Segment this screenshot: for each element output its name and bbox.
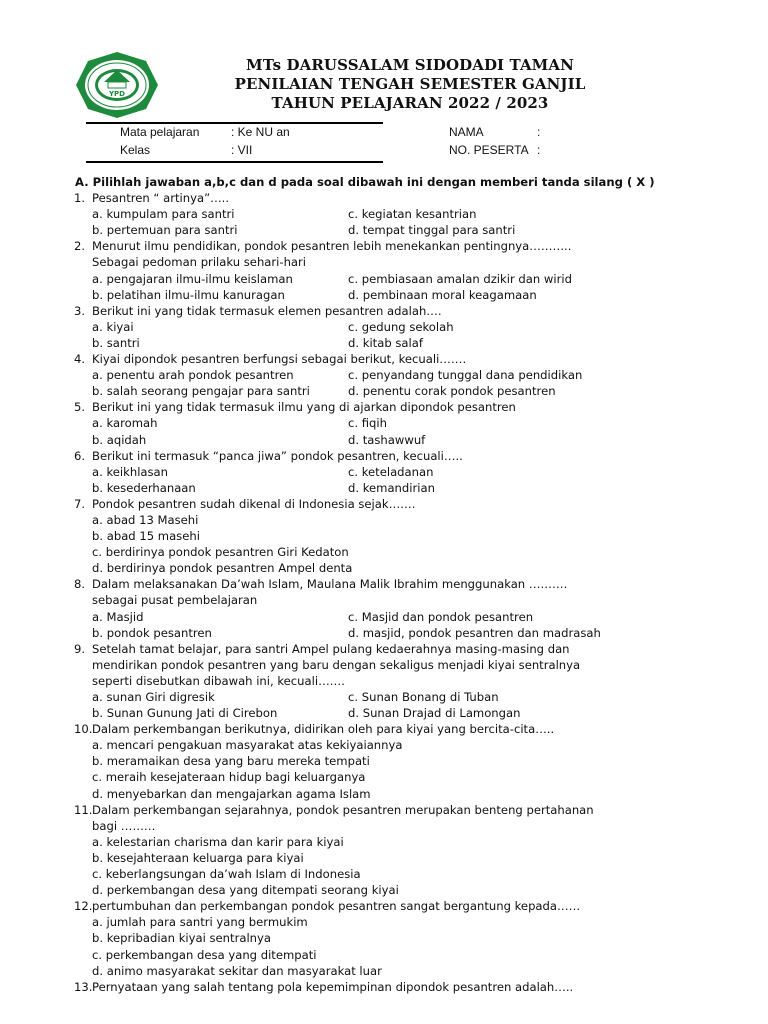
participant-colon: : bbox=[537, 143, 541, 157]
option: a. kelestarian charisma dan karir para kiyai bbox=[92, 834, 344, 849]
question-number: 9. bbox=[74, 641, 86, 656]
option-row bbox=[0, 866, 768, 882]
question-row bbox=[0, 190, 768, 206]
question-text-continued: seperti disebutkan dibawah ini, kecuali……. bbox=[92, 673, 345, 688]
class-value: : VII bbox=[231, 143, 253, 157]
question-row bbox=[0, 979, 768, 995]
option: b. kepribadian kiyai sentralnya bbox=[92, 931, 271, 946]
option-row bbox=[0, 705, 768, 721]
instruction: A. Pilihlah jawaban a,b,c dan d pada soal dibawah ini dengan memberi tanda silang ( X ) bbox=[75, 175, 655, 189]
question-number: 13. bbox=[74, 979, 93, 994]
question-continuation bbox=[0, 657, 768, 673]
top-rule bbox=[86, 122, 383, 124]
option: a. penentu arah pondok pesantren bbox=[92, 368, 294, 383]
option-row bbox=[0, 786, 768, 802]
option-row bbox=[0, 560, 768, 576]
question-text: Pondok pesantren sudah dikenal di Indonesia sejak……. bbox=[92, 496, 416, 511]
question-row bbox=[0, 238, 768, 254]
bottom-rule bbox=[86, 161, 383, 163]
name-colon: : bbox=[537, 125, 541, 139]
question-row bbox=[0, 576, 768, 592]
option: a. pengajaran ilmu-ilmu keislaman bbox=[92, 271, 293, 286]
question-text: Kiyai dipondok pesantren berfungsi sebagai berikut, kecuali……. bbox=[92, 352, 467, 367]
option: c. fiqih bbox=[348, 416, 387, 431]
name-label: NAMA bbox=[449, 125, 484, 139]
option: a. kiyai bbox=[92, 319, 134, 334]
option: d. pembinaan moral keagamaan bbox=[348, 287, 537, 302]
question-text: pertumbuhan dan perkembangan pondok pesantren sangat bergantung kepada…… bbox=[92, 899, 581, 914]
question-number: 2. bbox=[74, 239, 86, 254]
question-text: Pesantren “ artinya”….. bbox=[92, 191, 230, 206]
option: b. pondok pesantren bbox=[92, 625, 212, 640]
option-row bbox=[0, 609, 768, 625]
question-text: Berikut ini yang tidak termasuk ilmu yang di ajarkan dipondok pesantren bbox=[92, 400, 516, 415]
question-text-continued: bagi ……… bbox=[92, 818, 156, 833]
option: a. abad 13 Masehi bbox=[92, 512, 199, 527]
option-row bbox=[0, 882, 768, 898]
question-row bbox=[0, 303, 768, 319]
question-continuation bbox=[0, 592, 768, 608]
option-row bbox=[0, 512, 768, 528]
question-number: 8. bbox=[74, 577, 86, 592]
question-text-continued: mendirikan pondok pesantren yang baru dengan sekaligus menjadi kiyai sentralnya bbox=[92, 657, 581, 672]
question-row bbox=[0, 448, 768, 464]
question-text: Dalam melaksanakan Da’wah Islam, Maulana Malik Ibrahim menggunakan ………. bbox=[92, 577, 568, 592]
option-row bbox=[0, 415, 768, 431]
option-row bbox=[0, 850, 768, 866]
question-number: 11. bbox=[74, 802, 93, 817]
option: c. gedung sekolah bbox=[348, 319, 454, 334]
option: c. penyandang tunggal dana pendidikan bbox=[348, 368, 583, 383]
option: c. berdirinya pondok pesantren Giri Kedaton bbox=[92, 545, 349, 560]
academic-year: TAHUN PELAJARAN 2022 / 2023 bbox=[271, 94, 549, 112]
school-logo bbox=[74, 50, 160, 120]
question-text: Berikut ini termasuk “panca jiwa” pondok pesantren, kecuali….. bbox=[92, 448, 463, 463]
option-row bbox=[0, 689, 768, 705]
option-row bbox=[0, 480, 768, 496]
option-row bbox=[0, 947, 768, 963]
option-row bbox=[0, 930, 768, 946]
question-text: Pernyataan yang salah tentang pola kepemimpinan dipondok pesantren adalah….. bbox=[92, 979, 574, 994]
option: d. masjid, pondok pesantren dan madrasah bbox=[348, 625, 601, 640]
option: d. tempat tinggal para santri bbox=[348, 223, 516, 238]
question-continuation bbox=[0, 254, 768, 270]
option-row bbox=[0, 367, 768, 383]
question-row bbox=[0, 721, 768, 737]
option: a. mencari pengakuan masyarakat atas kekiyaiannya bbox=[92, 738, 403, 753]
option: c. perkembangan desa yang ditempati bbox=[92, 947, 317, 962]
option: b. pelatihan ilmu-ilmu kanuragan bbox=[92, 287, 285, 302]
question-row bbox=[0, 399, 768, 415]
question-continuation bbox=[0, 818, 768, 834]
option: d. tashawwuf bbox=[348, 432, 426, 447]
option: d. animo masyarakat sekitar dan masyarakat luar bbox=[92, 963, 382, 978]
option: c. kegiatan kesantrian bbox=[348, 207, 477, 222]
question-text: Dalam perkembangan berikutnya, didirikan oleh para kiyai yang bercita-cita….. bbox=[92, 722, 555, 737]
option-row bbox=[0, 222, 768, 238]
option: a. jumlah para santri yang bermukim bbox=[92, 915, 308, 930]
option: d. menyebarkan dan mengajarkan agama Islam bbox=[92, 786, 371, 801]
option: b. aqidah bbox=[92, 432, 147, 447]
option-row bbox=[0, 287, 768, 303]
option: b. pertemuan para santri bbox=[92, 223, 238, 238]
option-row bbox=[0, 528, 768, 544]
option: d. penentu corak pondok pesantren bbox=[348, 384, 556, 399]
question-list bbox=[0, 174, 768, 995]
option: a. sunan Giri digresik bbox=[92, 690, 215, 704]
option: d. kemandirian bbox=[348, 480, 435, 495]
option: b. kesejahteraan keluarga para kiyai bbox=[92, 850, 304, 865]
option-row bbox=[0, 753, 768, 769]
option: d. perkembangan desa yang ditempati seorang kiyai bbox=[92, 883, 399, 898]
question-text-continued: Sebagai pedoman prilaku sehari-hari bbox=[92, 255, 307, 270]
option: b. kesederhanaan bbox=[92, 480, 196, 495]
option-row bbox=[0, 544, 768, 560]
question-row bbox=[0, 496, 768, 512]
option: a. Masjid bbox=[92, 609, 144, 624]
option: b. Sunan Gunung Jati di Cirebon bbox=[92, 706, 278, 721]
option: c. keteladanan bbox=[348, 464, 434, 479]
option-row bbox=[0, 914, 768, 930]
option: b. santri bbox=[92, 335, 140, 350]
question-text: Berikut ini yang tidak termasuk elemen pesantren adalah…. bbox=[92, 303, 442, 318]
option-row bbox=[0, 383, 768, 399]
question-number: 1. bbox=[74, 191, 86, 206]
option-row bbox=[0, 625, 768, 641]
option: d. Sunan Drajad di Lamongan bbox=[348, 706, 521, 721]
option: c. Masjid dan pondok pesantren bbox=[348, 609, 534, 624]
instruction-row bbox=[0, 174, 768, 190]
exam-title: PENILAIAN TENGAH SEMESTER GANJIL bbox=[234, 75, 586, 93]
question-text: Menurut ilmu pendidikan, pondok pesantren lebih menekankan pentingnya……….. bbox=[92, 239, 572, 254]
option: c. pembiasaan amalan dzikir dan wirid bbox=[348, 271, 572, 286]
question-text: Setelah tamat belajar, para santri Ampel pulang kedaerahnya masing-masing dan bbox=[92, 641, 570, 656]
option: a. kumpulam para santri bbox=[92, 207, 235, 222]
question-number: 4. bbox=[74, 352, 86, 367]
option-row bbox=[0, 737, 768, 753]
question-number: 7. bbox=[74, 496, 86, 511]
question-number: 3. bbox=[74, 303, 86, 318]
option-row bbox=[0, 206, 768, 222]
option: b. abad 15 masehi bbox=[92, 529, 200, 544]
question-continuation bbox=[0, 673, 768, 689]
subject-label: Mata pelajaran bbox=[120, 125, 200, 139]
option-row bbox=[0, 769, 768, 785]
question-text: Dalam perkembangan sejarahnya, pondok pesantren merupakan benteng pertahanan bbox=[92, 802, 594, 817]
option: c. meraih kesejateraan hidup bagi keluarganya bbox=[92, 770, 366, 785]
option-row bbox=[0, 432, 768, 448]
class-label: Kelas bbox=[120, 143, 151, 157]
question-number: 10. bbox=[74, 722, 93, 737]
option-row bbox=[0, 271, 768, 287]
question-number: 12. bbox=[74, 899, 93, 914]
option-row bbox=[0, 834, 768, 850]
question-number: 6. bbox=[74, 448, 86, 463]
question-row bbox=[0, 802, 768, 818]
participant-label: NO. PESERTA bbox=[449, 143, 529, 157]
question-text-continued: sebagai pusat pembelajaran bbox=[92, 593, 258, 608]
question-row bbox=[0, 641, 768, 657]
option-row bbox=[0, 963, 768, 979]
option: a. karomah bbox=[92, 416, 158, 431]
question-row bbox=[0, 351, 768, 367]
option: c. Sunan Bonang di Tuban bbox=[348, 690, 499, 704]
svg-text:YPD: YPD bbox=[108, 90, 126, 98]
option: c. keberlangsungan da’wah Islam di Indonesia bbox=[92, 867, 361, 882]
option: a. keikhlasan bbox=[92, 464, 169, 479]
option: b. salah seorang pengajar para santri bbox=[92, 384, 310, 399]
subject-value: : Ke NU an bbox=[231, 125, 290, 139]
option: d. berdirinya pondok pesantren Ampel denta bbox=[92, 561, 353, 576]
option-row bbox=[0, 319, 768, 335]
option-row bbox=[0, 335, 768, 351]
question-number: 5. bbox=[74, 400, 86, 415]
question-row bbox=[0, 898, 768, 914]
school-name: MTs DARUSSALAM SIDODADI TAMAN bbox=[246, 56, 574, 74]
option: d. kitab salaf bbox=[348, 335, 423, 350]
option: b. meramaikan desa yang baru mereka tempati bbox=[92, 754, 370, 769]
option-row bbox=[0, 464, 768, 480]
